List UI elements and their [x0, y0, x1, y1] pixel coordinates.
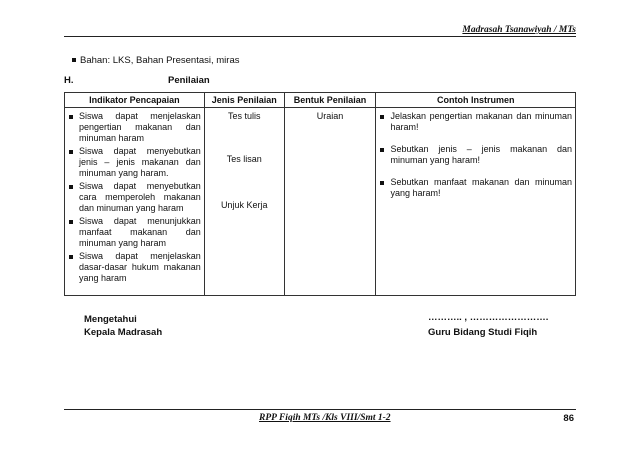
header-divider	[64, 36, 576, 37]
footer-divider	[64, 409, 576, 410]
contoh-cell	[376, 108, 576, 296]
bahan-line	[72, 55, 239, 66]
jenis-item: Unjuk Kerja	[220, 200, 268, 210]
table-header-row	[65, 93, 576, 108]
page-number: 86	[563, 413, 574, 424]
bahan-text: Bahan: LKS, Bahan Presentasi, miras	[80, 55, 240, 66]
contoh-list	[379, 111, 572, 199]
list-item: Siswa dapat menjelaskan pengertian makanan dan minuman haram	[68, 111, 201, 144]
bullet-icon	[72, 58, 76, 62]
assessment-table	[64, 92, 576, 296]
header-bentuk: Bentuk Penilaian	[284, 93, 376, 108]
bentuk-cell: Uraian	[284, 108, 376, 296]
jenis-cell	[204, 108, 284, 296]
list-item: Jelaskan pengertian makanan dan minuman haram!	[379, 111, 572, 133]
list-item: Sebutkan jenis – jenis makanan dan minuman yang haram!	[379, 144, 572, 166]
jenis-item: Tes lisan	[226, 154, 262, 164]
list-item: Sebutkan manfaat makanan dan minuman yang haram!	[379, 177, 572, 199]
section-letter: H.	[64, 75, 74, 86]
table-row	[65, 108, 576, 296]
indikator-cell	[65, 108, 205, 296]
header-title: Madrasah Tsanawiyah / MTs	[462, 25, 576, 35]
indikator-list	[68, 111, 201, 284]
section-title: Penilaian	[168, 75, 210, 86]
list-item: Siswa dapat menunjukkan manfaat makanan dan minuman yang haram	[68, 216, 201, 249]
list-item: Siswa dapat menyebutkan jenis – jenis makanan dan minuman yang haram.	[68, 146, 201, 179]
header-contoh: Contoh Instrumen	[376, 93, 576, 108]
footer-title: RPP Fiqih MTs /Kls VIII/Smt 1-2	[259, 413, 391, 423]
jenis-item: Tes tulis	[227, 111, 261, 121]
signature-left-line1: Mengetahui	[84, 314, 137, 325]
signature-left-line2: Kepala Madrasah	[84, 327, 163, 338]
signature-right-line2: Guru Bidang Studi Fiqih	[428, 327, 538, 338]
header-jenis: Jenis Penilaian	[204, 93, 284, 108]
list-item: Siswa dapat menyebutkan cara memperoleh makanan dan minuman yang haram	[68, 181, 201, 214]
list-item: Siswa dapat menjelaskan dasar-dasar hukum makanan yang haram	[68, 251, 201, 284]
signature-right-line1: ……….. , …………………….	[428, 312, 549, 323]
header-indikator: Indikator Pencapaian	[65, 93, 205, 108]
